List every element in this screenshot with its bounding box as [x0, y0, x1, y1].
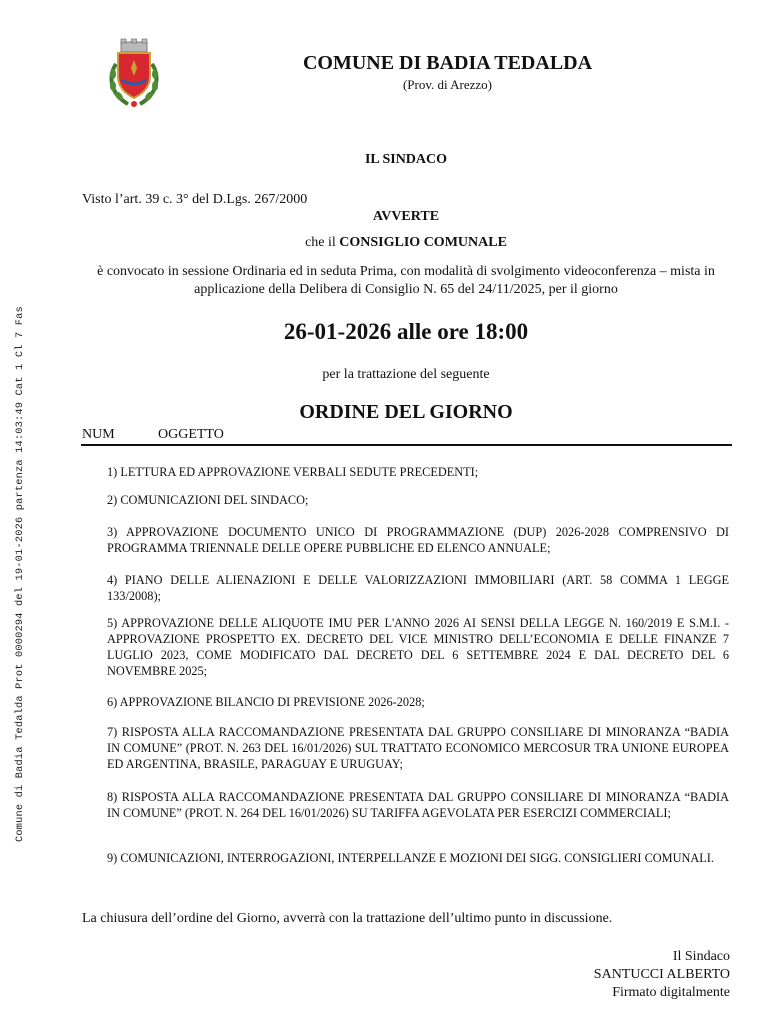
agenda-item: 1) LETTURA ED APPROVAZIONE VERBALI SEDUTE PRECEDENTI; [107, 465, 479, 479]
visto-line: Visto l’art. 39 c. 3° del D.Lgs. 267/2000 [82, 192, 308, 207]
municipal-crest-icon [104, 36, 164, 110]
agenda-item: 3) APPROVAZIONE DOCUMENTO UNICO DI PROGRAMMAZIONE (DUP) 2026-2028 COMPRENSIVO DI PROGRAMMA TRIENNALE DELLE OPERE PUBBLICHE ED ELENCO ANNUALE; [107, 525, 729, 555]
agenda-title: ORDINE DEL GIORNO [299, 401, 513, 423]
consiglio-line [0, 235, 764, 251]
column-header-oggetto: OGGETTO [158, 427, 224, 442]
agenda-item: 5) APPROVAZIONE DELLE ALIQUOTE IMU PER L'ANNO 2026 AI SENSI DELLA LEGGE N. 160/2019 E S.M.I. - APPROVAZIONE PROSPETTO EX. DECRETO DEL VICE MINISTRO DELL’ECONOMIA E DELLE FINANZE 7 LUGLIO 2023, COME MODIFICATO DAL DECRETO DEL 6 SETTEMBRE 2024 E DAL DECRETO DEL 6 NOVEMBRE 2025; [107, 616, 729, 678]
signature-note: Firmato digitalmente [612, 985, 730, 1000]
agenda-item: 8) RISPOSTA ALLA RACCOMANDAZIONE PRESENTATA DAL GRUPPO CONSILIARE DI MINORANZA “BADIA IN COMUNE” (PROT. N. 264 DEL 16/01/2026) SU TARIFFA AGEVOLATA PER ESERCIZI COMMERCIALI; [107, 790, 729, 820]
sindaco-heading: IL SINDACO [364, 152, 448, 167]
column-header-num: NUM [82, 427, 115, 442]
trattazione-line: per la trattazione del seguente [322, 367, 490, 382]
closing-note: La chiusura dell’ordine del Giorno, avverrà con la trattazione dell’ultimo punto in discussione. [82, 911, 613, 926]
header-divider [81, 444, 732, 446]
consiglio-bold: CONSIGLIO COMUNALE [339, 235, 507, 250]
agenda-item: 2) COMUNICAZIONI DEL SINDACO; [107, 493, 309, 507]
agenda-item: 6) APPROVAZIONE BILANCIO DI PREVISIONE 2026-2028; [107, 695, 425, 709]
avverte-heading: AVVERTE [372, 209, 440, 224]
convocation-paragraph: è convocato in sessione Ordinaria ed in seduta Prima, con modalità di svolgimento videoconferenza – mista in applicazione della Delibera di Consiglio N. 65 del 24/11/2025, per il giorno [97, 264, 715, 297]
agenda-item: 9) COMUNICAZIONI, INTERROGAZIONI, INTERPELLANZE E MOZIONI DEI SIGG. CONSIGLIERI COMUNALI. [107, 851, 714, 865]
agenda-item: 7) RISPOSTA ALLA RACCOMANDAZIONE PRESENTATA DAL GRUPPO CONSILIARE DI MINORANZA “BADIA IN COMUNE” (PROT. N. 263 DEL 16/01/2026) SUL TRATTATO ECONOMICO MERCOSUR TRA UNIONE EUROPEA ED ARGENTINA, BRASILE, PARAGUAY E URUGUAY; [107, 725, 729, 771]
agenda-item: 4) PIANO DELLE ALIENAZIONI E DELLE VALORIZZAZIONI IMMOBILIARI (ART. 58 COMMA 1 LEGGE 133/2008); [107, 573, 729, 603]
protocol-stamp: Comune di Badia Tedalda Prot 0000294 del 19-01-2026 partenza 14:03:49 Cat 1 Cl 7 Fas [14, 306, 26, 842]
signature-role: Il Sindaco [672, 949, 730, 964]
province-subtitle: (Prov. di Arezzo) [402, 77, 493, 92]
municipality-title: COMUNE DI BADIA TEDALDA [302, 52, 593, 74]
signature-name: SANTUCCI ALBERTO [593, 967, 730, 982]
meeting-datetime: 26-01-2026 alle ore 18:00 [283, 319, 529, 344]
consiglio-prefix: che il [305, 235, 336, 250]
